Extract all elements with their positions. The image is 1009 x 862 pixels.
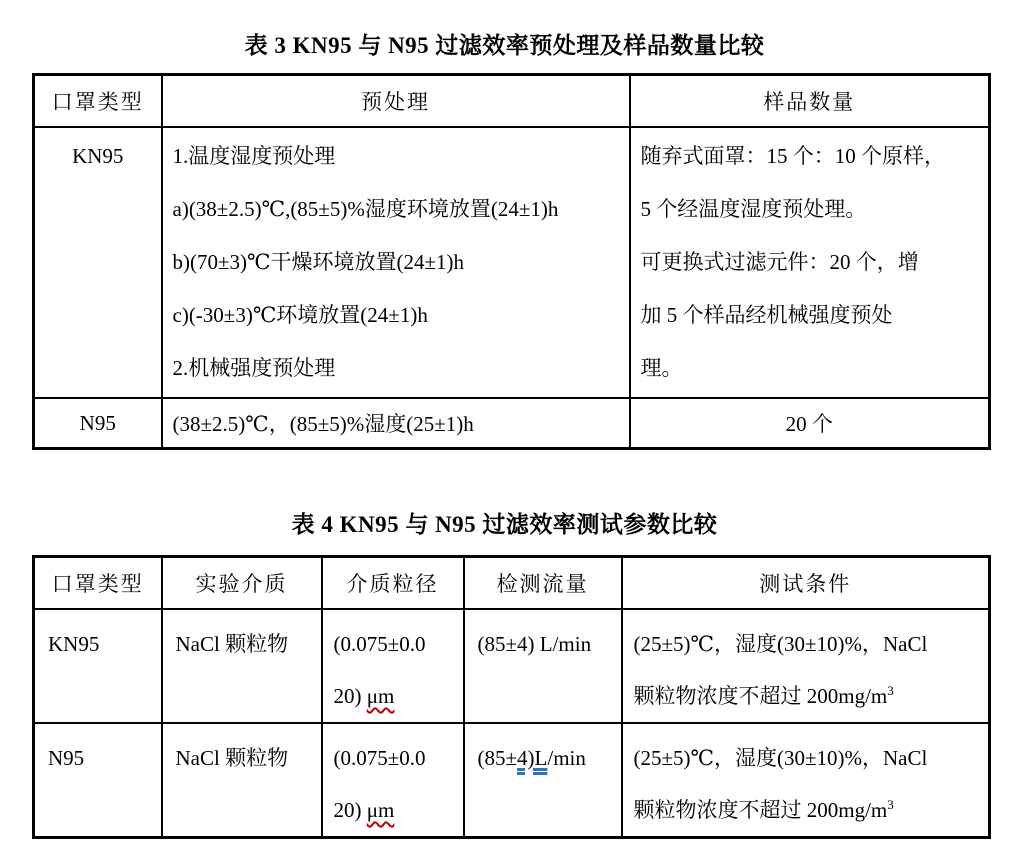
mask-type-cell: N95 xyxy=(34,723,162,838)
pretreatment-cell: (38±2.5)℃，(85±5)%湿度(25±1)h xyxy=(162,398,630,449)
flow-rate-cell xyxy=(464,723,622,838)
table3-header-sample-quantity: 样品数量 xyxy=(630,75,990,128)
pretreatment-line: 2.机械强度预处理 xyxy=(172,356,336,380)
flow-rate-text: (85± xyxy=(477,746,518,770)
table3-row-n95 xyxy=(34,398,990,449)
mask-type-cell: N95 xyxy=(34,398,162,449)
pretreatment-line: c)(-30±3)℃环境放置(24±1)h xyxy=(172,303,428,327)
sample-quantity-line: 可更换式过滤元件：20 个，增 xyxy=(640,250,919,274)
sample-quantity-cell xyxy=(630,127,990,398)
test-condition-cell xyxy=(622,723,990,838)
test-condition-cell xyxy=(622,609,990,723)
test-condition-line xyxy=(634,670,985,722)
table3-title: 表 3 KN95 与 N95 过滤效率预处理及样品数量比较 xyxy=(244,33,765,58)
table4-row-kn95 xyxy=(34,609,990,723)
particle-unit-spellcheck: μm xyxy=(366,684,395,708)
table4-title: 表 4 KN95 与 N95 过滤效率测试参数比较 xyxy=(291,512,718,537)
table3 xyxy=(32,73,991,450)
test-medium-cell: NaCl 颗粒物 xyxy=(162,723,322,838)
table4-row-n95 xyxy=(34,723,990,838)
sample-quantity-line: 理。 xyxy=(640,356,683,380)
test-condition-line: (25±5)℃，湿度(30±10)%，NaCl xyxy=(633,746,928,770)
test-medium-cell: NaCl 颗粒物 xyxy=(162,609,322,723)
table4-header-test-medium: 实验介质 xyxy=(162,557,322,610)
pretreatment-line: 1.温度湿度预处理 xyxy=(172,144,336,168)
pretreatment-line: a)(38±2.5)℃,(85±5)%湿度环境放置(24±1)h xyxy=(172,197,559,221)
table3-header-mask-type: 口罩类型 xyxy=(34,75,162,128)
sample-quantity-line: 随弃式面罩：15 个：10 个原样， xyxy=(640,144,945,168)
pretreatment-line: b)(70±3)℃干燥环境放置(24±1)h xyxy=(172,250,465,274)
particle-size-line xyxy=(334,670,459,722)
table4-header-mask-type: 口罩类型 xyxy=(34,557,162,610)
cubic-meter-superscript: 3 xyxy=(887,797,894,812)
particle-size-value: 20) xyxy=(333,798,367,822)
table4 xyxy=(32,555,991,839)
cubic-meter-superscript: 3 xyxy=(887,683,894,698)
table3-header-row xyxy=(34,75,990,128)
particle-size-line: (0.075±0.0 xyxy=(333,632,426,656)
table4-header-test-condition: 测试条件 xyxy=(622,557,990,610)
particle-unit-spellcheck: μm xyxy=(366,798,395,822)
sample-quantity-line: 加 5 个样品经机械强度预处 xyxy=(640,303,893,327)
flow-rate-cell: (85±4) L/min xyxy=(464,609,622,723)
table3-header-pretreatment: 预处理 xyxy=(162,75,630,128)
particle-size-cell xyxy=(322,723,464,838)
particle-size-value: 20) xyxy=(333,684,367,708)
particle-size-line: (0.075±0.0 xyxy=(333,746,426,770)
table3-row-kn95 xyxy=(34,127,990,398)
test-condition-line: (25±5)℃，湿度(30±10)%，NaCl xyxy=(633,632,928,656)
test-condition-line xyxy=(634,784,985,836)
mask-type-cell: KN95 xyxy=(34,609,162,723)
pretreatment-cell xyxy=(162,127,630,398)
table4-header-flow-rate: 检测流量 xyxy=(464,557,622,610)
flow-rate-grammar-mark: 4)L xyxy=(517,746,548,770)
sample-quantity-line: 5 个经温度湿度预处理。 xyxy=(640,197,867,221)
condition-text: 颗粒物浓度不超过 200mg/m xyxy=(633,684,888,708)
particle-size-cell xyxy=(322,609,464,723)
condition-text: 颗粒物浓度不超过 200mg/m xyxy=(633,798,888,822)
table4-header-row xyxy=(34,557,990,610)
particle-size-line xyxy=(334,784,459,836)
table4-header-particle-size: 介质粒径 xyxy=(322,557,464,610)
flow-rate-text: /min xyxy=(547,746,586,770)
sample-quantity-cell: 20 个 xyxy=(630,398,990,449)
mask-type-cell: KN95 xyxy=(34,127,162,398)
